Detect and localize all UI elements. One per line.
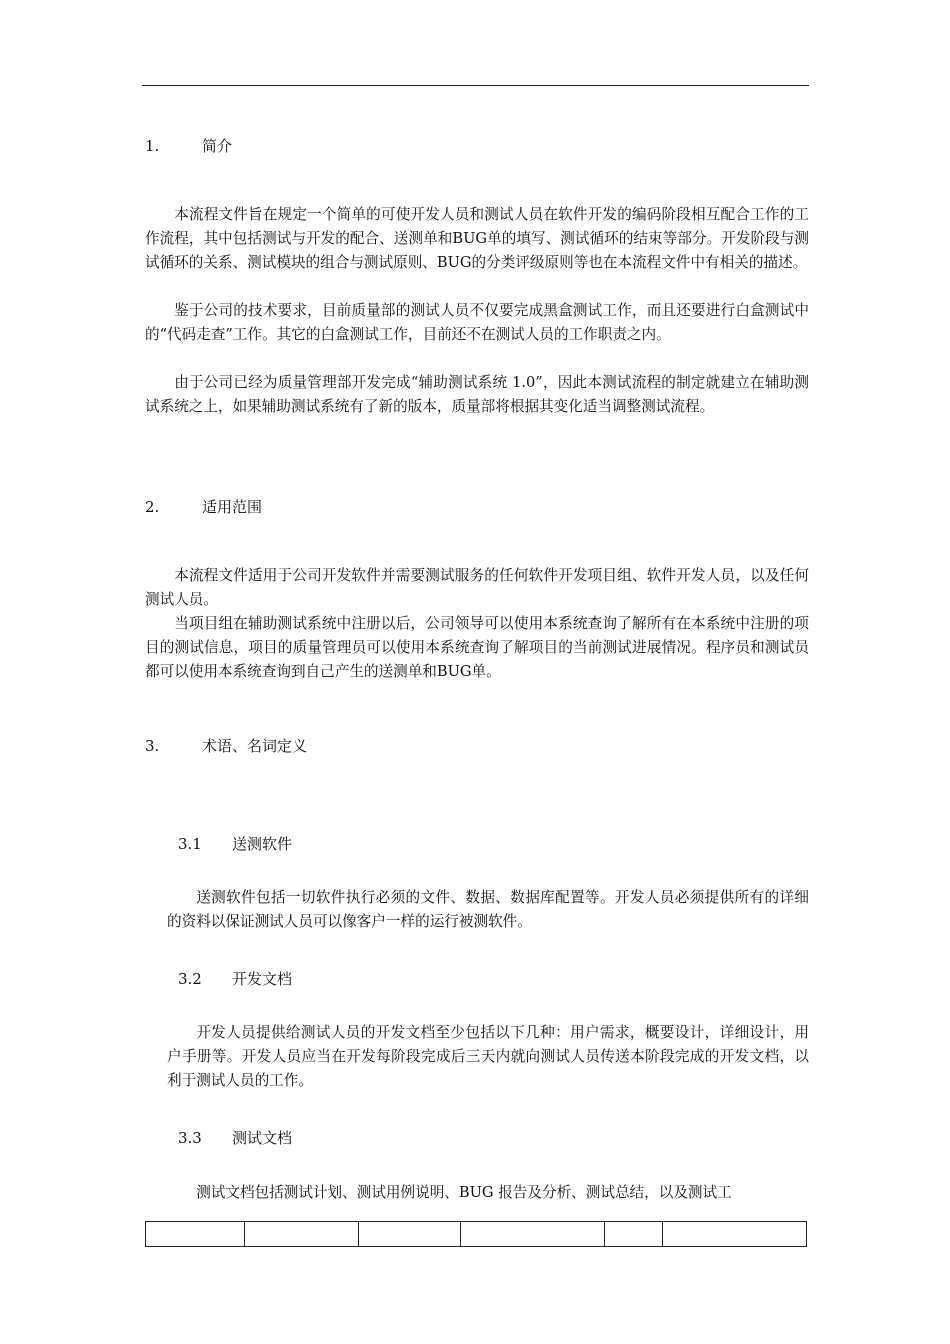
table-row — [146, 1222, 807, 1247]
paragraph: 送测软件包括一切软件执行必须的文件、数据、数据库配置等。开发人员必须提供所有的详细的资料以保证测试人员可以像客户一样的运行被测软件。 — [167, 889, 809, 930]
section-heading-definitions — [145, 736, 307, 756]
subsection-number: 3.3 — [178, 1129, 202, 1147]
subsection-heading-test-docs — [178, 1128, 292, 1148]
subsection-number: 3.1 — [178, 835, 202, 853]
subsection-title: 送测软件 — [232, 835, 293, 853]
subsection-heading-test-software — [178, 834, 292, 854]
section-heading-scope — [145, 497, 262, 517]
section-number: 2. — [145, 498, 160, 516]
paragraph: 鉴于公司的技术要求，目前质量部的测试人员不仅要完成黑盒测试工作，而且还要进行白盒测试中的“代码走查”工作。其它的白盒测试工作，目前还不在测试人员的工作职责之内。 — [145, 302, 809, 343]
section-title: 简介 — [202, 137, 233, 155]
section-number: 3. — [145, 737, 160, 755]
section-heading-intro — [145, 136, 232, 156]
table-cell — [662, 1222, 806, 1247]
subsection-title: 开发文档 — [232, 970, 293, 988]
table-cell — [460, 1222, 604, 1247]
table-cell — [244, 1222, 358, 1247]
footer-table — [145, 1221, 807, 1247]
paragraph: 由于公司已经为质量管理部开发完成“辅助测试系统 1.0”，因此本测试流程的制定就建立在辅助测试系统之上，如果辅助测试系统有了新的版本，质量部将根据其变化适当调整测试流程。 — [145, 374, 809, 415]
subsection-heading-dev-docs — [178, 969, 292, 989]
subsection-number: 3.2 — [178, 970, 202, 988]
section-number: 1. — [145, 137, 160, 155]
paragraph: 本流程文件适用于公司开发软件并需要测试服务的任何软件开发项目组、软件开发人员，以及任何测试人员。 — [145, 567, 809, 608]
table-cell — [604, 1222, 662, 1247]
section-title: 适用范围 — [202, 498, 263, 516]
table-cell — [146, 1222, 245, 1247]
section-title: 术语、名词定义 — [202, 737, 308, 755]
paragraph: 当项目组在辅助测试系统中注册以后，公司领导可以使用本系统查询了解所有在本系统中注册的项目的测试信息，项目的质量管理员可以使用本系统查询了解项目的当前测试进展情况。程序员和测试员都可以使用本系统查询到自己产生的送测单和BUG单。 — [145, 615, 809, 680]
table-cell — [359, 1222, 461, 1247]
paragraph: 测试文档包括测试计划、测试用例说明、BUG 报告及分析、测试总结，以及测试工 — [196, 1184, 732, 1201]
paragraph: 开发人员提供给测试人员的开发文档至少包括以下几种：用户需求，概要设计，详细设计，用户手册等。开发人员应当在开发每阶段完成后三天内就向测试人员传送本阶段完成的开发文档，以利于测试人员的工作。 — [167, 1024, 809, 1089]
subsection-title: 测试文档 — [232, 1129, 293, 1147]
header-rule — [142, 85, 809, 86]
paragraph: 本流程文件旨在规定一个简单的可使开发人员和测试人员在软件开发的编码阶段相互配合工作的工作流程，其中包括测试与开发的配合、送测单和BUG单的填写、测试循环的结束等部分。开发阶段与测试循环的关系、测试模块的组合与测试原则、BUG的分类评级原则等也在本流程文件中有相关的描述。 — [145, 206, 809, 271]
